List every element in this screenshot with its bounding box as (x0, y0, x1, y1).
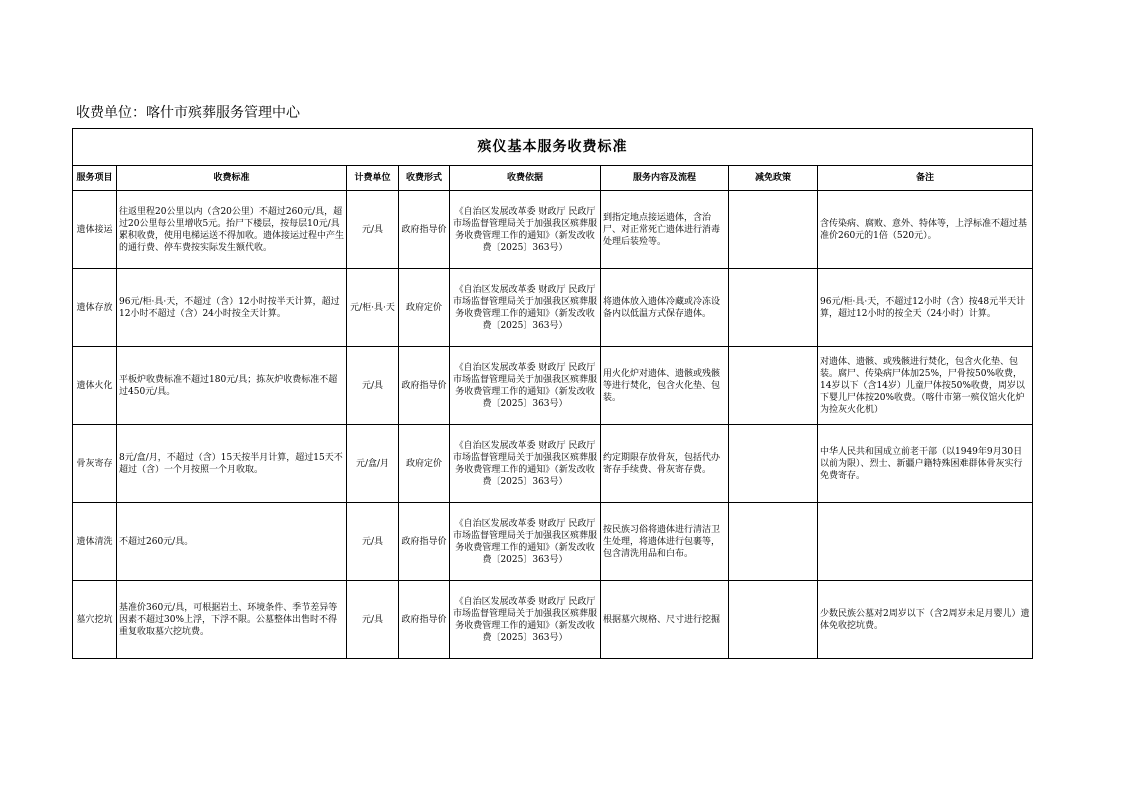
cell-basis: 《自治区发展改革委 财政厅 民政厅 市场监督管理局关于加强我区殡葬服务收费管理工作的通知》（新发改收费〔2025〕363号） (450, 191, 601, 269)
table-row (73, 269, 1033, 347)
table-title: 殡仪基本服务收费标准 (73, 129, 1033, 166)
col-header-relief: 减免政策 (729, 166, 818, 191)
table-row (73, 581, 1033, 659)
cell-form: 政府定价 (399, 425, 450, 503)
cell-basis: 《自治区发展改革委 财政厅 民政厅 市场监督管理局关于加强我区殡葬服务收费管理工作的通知》（新发改收费〔2025〕363号） (450, 503, 601, 581)
cell-item: 遗体接运 (73, 191, 117, 269)
cell-basis: 《自治区发展改革委 财政厅 民政厅 市场监督管理局关于加强我区殡葬服务收费管理工作的通知》（新发改收费〔2025〕363号） (450, 425, 601, 503)
table-row (73, 191, 1033, 269)
cell-content: 约定期限存放骨灰，包括代办寄存手续费、骨灰寄存费。 (601, 425, 729, 503)
cell-item: 遗体清洗 (73, 503, 117, 581)
cell-standard: 8元/盒/月，不超过（含）15天按半月计算，超过15天不超过（含）一个月按照一个月收取。 (117, 425, 347, 503)
cell-relief (729, 425, 818, 503)
cell-basis: 《自治区发展改革委 财政厅 民政厅 市场监督管理局关于加强我区殡葬服务收费管理工作的通知》（新发改收费〔2025〕363号） (450, 347, 601, 425)
cell-remark: 含传染病、腐败、意外、特体等，上浮标准不超过基准价260元的1倍（520元）。 (818, 191, 1033, 269)
cell-relief (729, 269, 818, 347)
fee-standard-table (72, 128, 1033, 659)
table-row (73, 425, 1033, 503)
cell-item: 墓穴挖坑 (73, 581, 117, 659)
cell-unit: 元/具 (347, 347, 399, 425)
cell-content: 到指定地点接运遗体，含治尸、对正常死亡遗体进行消毒处理后装殓等。 (601, 191, 729, 269)
cell-form: 政府指导价 (399, 581, 450, 659)
col-header-basis: 收费依据 (450, 166, 601, 191)
cell-standard: 96元/柜·具·天，不超过（含）12小时按半天计算，超过12小时不超过（含）24小时按全天计算。 (117, 269, 347, 347)
cell-remark: 中华人民共和国成立前老干部（以1949年9月30日以前为限）、烈士、新疆户籍特殊困难群体骨灰实行免费寄存。 (818, 425, 1033, 503)
table-row (73, 347, 1033, 425)
cell-relief (729, 503, 818, 581)
cell-form: 政府指导价 (399, 347, 450, 425)
cell-basis: 《自治区发展改革委 财政厅 民政厅 市场监督管理局关于加强我区殡葬服务收费管理工作的通知》（新发改收费〔2025〕363号） (450, 581, 601, 659)
cell-unit: 元/具 (347, 581, 399, 659)
cell-remark: 96元/柜·具·天，不超过12小时（含）按48元半天计算，超过12小时的按全天（24小时）计算。 (818, 269, 1033, 347)
cell-remark: 少数民族公墓对2周岁以下（含2周岁未足月婴儿）遗体免收挖坑费。 (818, 581, 1033, 659)
cell-content: 将遗体放入遗体冷藏或冷冻设备内以低温方式保存遗体。 (601, 269, 729, 347)
cell-basis: 《自治区发展改革委 财政厅 民政厅 市场监督管理局关于加强我区殡葬服务收费管理工作的通知》（新发改收费〔2025〕363号） (450, 269, 601, 347)
cell-standard: 往返里程20公里以内（含20公里）不超过260元/具，超过20公里每公里增收5元。抬尸下楼层，按每层10元/具累积收费，使用电梯运送不得加收。遗体接运过程中产生的通行费、停车费按实际发生额代收。 (117, 191, 347, 269)
cell-content: 根据墓穴规格、尺寸进行挖掘 (601, 581, 729, 659)
cell-form: 政府指导价 (399, 503, 450, 581)
table-header-row (73, 166, 1033, 191)
col-header-content: 服务内容及流程 (601, 166, 729, 191)
cell-form: 政府指导价 (399, 191, 450, 269)
cell-relief (729, 191, 818, 269)
col-header-remark: 备注 (818, 166, 1033, 191)
table-title-row (73, 129, 1033, 166)
cell-item: 骨灰寄存 (73, 425, 117, 503)
cell-content: 按民族习俗将遗体进行清洁卫生处理，将遗体进行包裹等，包含清洗用品和白布。 (601, 503, 729, 581)
cell-item: 遗体火化 (73, 347, 117, 425)
table-row (73, 503, 1033, 581)
cell-content: 用火化炉对遗体、遗骸或残骸等进行焚化，包含火化垫、包装。 (601, 347, 729, 425)
cell-unit: 元/柜·具·天 (347, 269, 399, 347)
cell-remark (818, 503, 1033, 581)
cell-relief (729, 581, 818, 659)
cell-form: 政府定价 (399, 269, 450, 347)
col-header-standard: 收费标准 (117, 166, 347, 191)
charging-unit-line: 收费单位：喀什市殡葬服务管理中心 (76, 105, 300, 121)
cell-standard: 不超过260元/具。 (117, 503, 347, 581)
cell-unit: 元/具 (347, 503, 399, 581)
cell-relief (729, 347, 818, 425)
col-header-form: 收费形式 (399, 166, 450, 191)
col-header-unit: 计费单位 (347, 166, 399, 191)
cell-unit: 元/具 (347, 191, 399, 269)
col-header-item: 服务项目 (73, 166, 117, 191)
cell-item: 遗体存放 (73, 269, 117, 347)
cell-remark: 对遗体、遗骸、或残骸进行焚化，包含火化垫、包装。腐尸、传染病尸体加25%，尸骨按50%收费，14岁以下（含14岁）儿童尸体按50%收费，周岁以下婴儿尸体按20%收费。（喀什市第一殡仪馆火化炉为捡灰火化机） (818, 347, 1033, 425)
cell-standard: 基准价360元/具，可根据岩土、环境条件、季节差异等因素不超过30%上浮，下浮不限。公墓整体出售时不得重复收取墓穴挖坑费。 (117, 581, 347, 659)
cell-standard: 平板炉收费标准不超过180元/具；拣灰炉收费标准不超过450元/具。 (117, 347, 347, 425)
cell-unit: 元/盒/月 (347, 425, 399, 503)
